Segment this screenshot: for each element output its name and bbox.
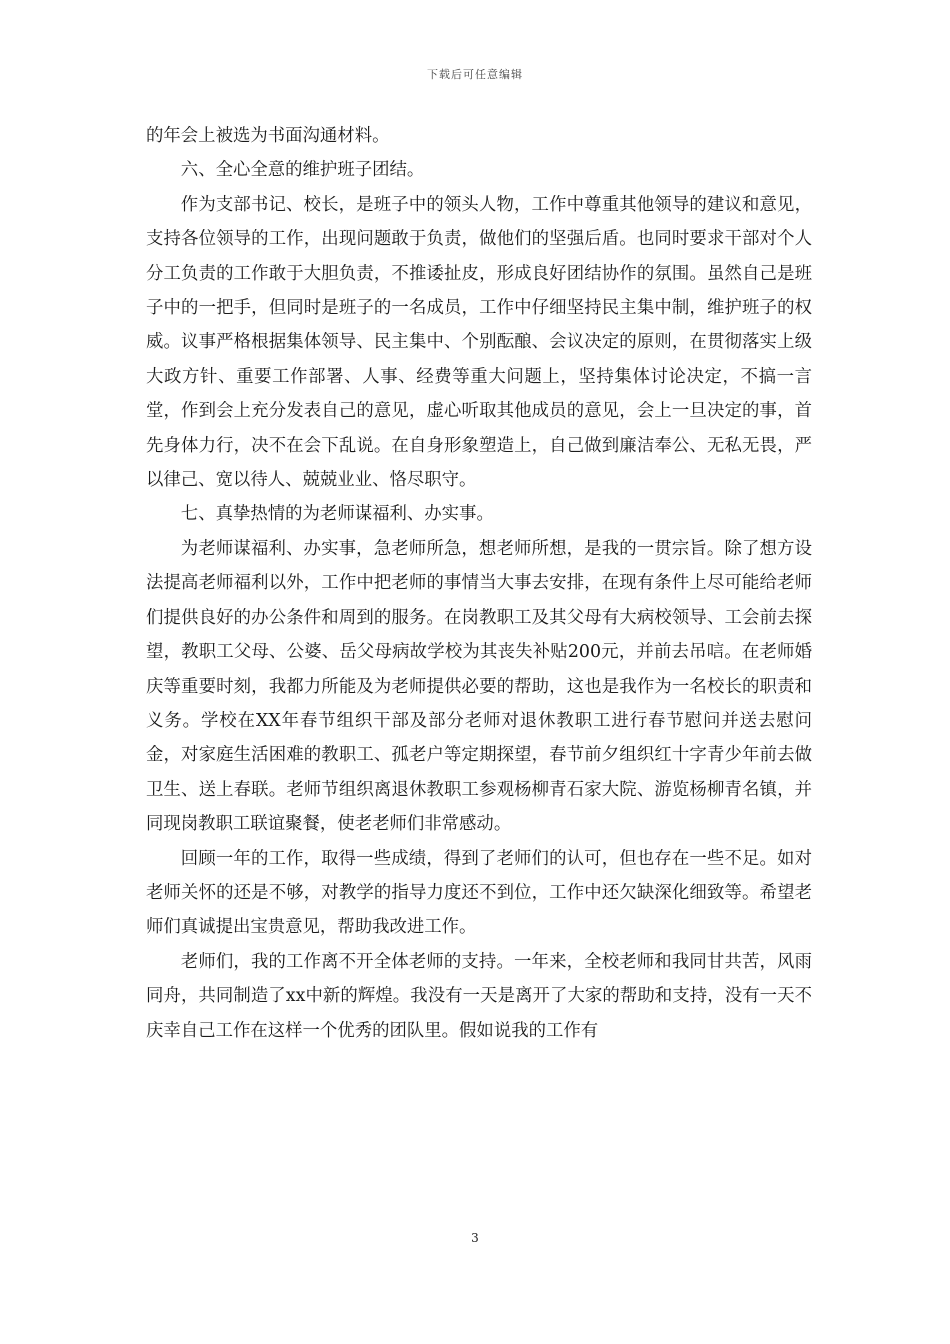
- paragraph: 作为支部书记、校长，是班子中的领头人物，工作中尊重其他领导的建议和意见，支持各位领导的工作，出现问题敢于负责，做他们的坚强后盾。也同时要求干部对个人分工负责的工作敢于大胆负责，不推诿扯皮，形成良好团结协作的氛围。虽然自己是班子中的一把手，但同时是班子的一名成员，工作中仔细坚持民主集中制，维护班子的权威。议事严格根据集体领导、民主集中、个别酝酿、会议决定的原则，在贯彻落实上级大政方针、重要工作部署、人事、经费等重大问题上，坚持集体讨论决定，不搞一言堂，作到会上充分发表自己的意见，虚心听取其他成员的意见，会上一旦决定的事，首先身体力行，决不在会下乱说。在自身形象塑造上，自己做到廉洁奉公、无私无畏，严以律己、宽以待人、兢兢业业、恪尽职守。: [146, 194, 812, 491]
- paragraph: 回顾一年的工作，取得一些成绩，得到了老师们的认可，但也存在一些不足。如对老师关怀的还是不够，对教学的指导力度还不到位，工作中还欠缺深化细致等。希望老师们真诚提出宝贵意见，帮助我改进工作。: [146, 848, 812, 938]
- page-header: 下载后可任意编辑: [427, 68, 523, 81]
- section-heading: 七、真挚热情的为老师谋福利、办实事。: [180, 504, 494, 525]
- paragraph: 为老师谋福利、办实事，急老师所急，想老师所想，是我的一贯宗旨。除了想方设法提高老师福利以外，工作中把老师的事情当大事去安排，在现有条件上尽可能给老师们提供良好的办公条件和周到的服务。在岗教职工及其父母有大病校领导、工会前去探望，教职工父母、公婆、岳父母病故学校为其丧失补贴200元，并前去吊唁。在老师婚庆等重要时刻，我都力所能及为老师提供必要的帮助，这也是我作为一名校长的职责和义务。学校在XX年春节组织干部及部分老师对退休教职工进行春节慰问并送去慰问金，对家庭生活困难的教职工、孤老户等定期探望，春节前夕组织红十字青少年前去做卫生、送上春联。老师节组织离退休教职工参观杨柳青石家大院、游览杨柳青名镇，并同现岗教职工联谊聚餐，使老老师们非常感动。: [146, 538, 812, 835]
- document-body: [146, 119, 812, 1048]
- paragraph: 老师们，我的工作离不开全体老师的支持。一年来，全校老师和我同甘共苦，风雨同舟，共同制造了xx中新的辉煌。我没有一天是离开了大家的帮助和支持，没有一天不庆幸自己工作在这样一个优秀的团队里。假如说我的工作有: [146, 951, 812, 1041]
- paragraph: 的年会上被选为书面沟通材料。: [146, 126, 390, 146]
- page-number: 3: [471, 1231, 479, 1245]
- section-heading: 六、全心全意的维护班子团结。: [180, 160, 425, 181]
